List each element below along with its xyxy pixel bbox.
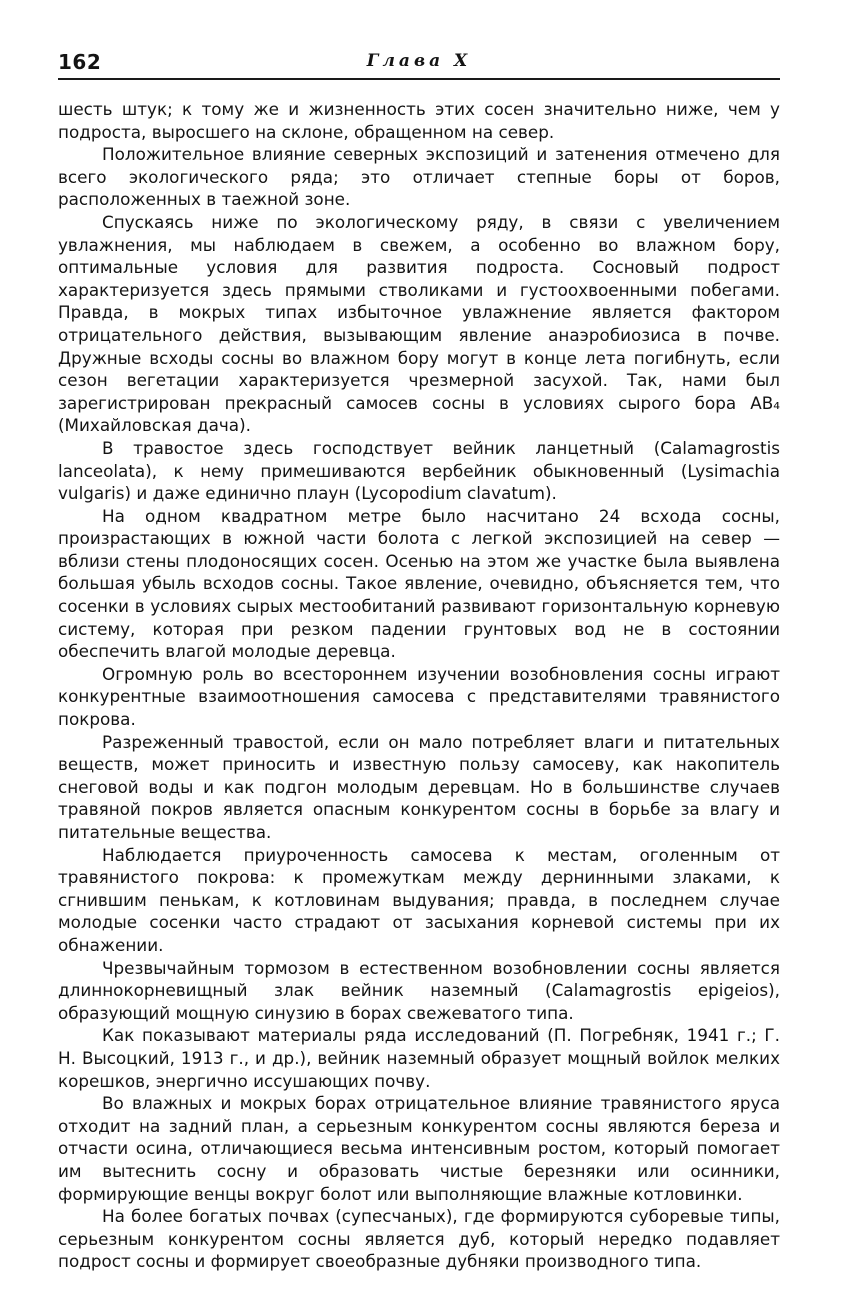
paragraph: Наблюдается приуроченность самосева к местам, оголенным от травянистого покрова: к промежуткам между дернинными злаками, к сгнившим пенькам, к котловинам выдувания; правда, в последнем случае молодые сосенки часто страдают от засыхания корневой системы при их обнажении. [58,844,780,955]
header-rule [58,78,780,80]
paragraph: На одном квадратном метре было насчитано 24 всхода сосны, произрастающих в южной части болота с легкой экспозицией на север — вблизи стены плодоносящих сосен. Осенью на этом же участке была выявлена большая убыль всходов сосны. Такое явление, очевидно, объясняется тем, что сосенки в условиях сырых местообитаний развивают горизонтальную корневую систему, которая при резком падении грунтовых вод не в состоянии обеспечить влагой молодые деревца. [58,505,780,662]
chapter-title: Глава X [366,51,472,71]
paragraph: Во влажных и мокрых борах отрицательное влияние травянистого яруса отходит на задний план, а серьезным конкурентом сосны являются береза и отчасти осина, отличающиеся весьма интенсивным ростом, который помогает им вытеснить сосну и образовать чистые березняки или осинники, формирующие венцы вокруг болот или выполняющие влажные котловинки. [58,1093,780,1204]
book-page [58,50,780,1273]
paragraph: На более богатых почвах (супесчаных), где формируются суборевые типы, серьезным конкурентом сосны является дуб, который нередко подавляет подрост сосны и формирует своеобразные дубняки производного типа. [58,1206,780,1272]
paragraph: В травостое здесь господствует вейник ланцетный (Calamagrostis lanceolata), к нему примешиваются вербейник обыкновенный (Lysimachia vulgaris) и даже единично плаун (Lycopodium clavatum). [58,437,780,504]
paragraph: Чрезвычайным тормозом в естественном возобновлении сосны является длиннокорневищный злак вейник наземный (Calamagrostis epigeios), образующий мощную синузию в борах свежеватого типа. [58,957,780,1023]
paragraph-continuation: шесть штук; к тому же и жизненность этих сосен значительно ниже, чем у подроста, выросшего на склоне, обращенном на север. [58,99,780,142]
paragraph: Огромную роль во всестороннем изучении возобновления сосны играют конкурентные взаимоотношения самосева с представителями травянистого покрова. [58,663,780,730]
paragraph: Положительное влияние северных экспозиций и затенения отмечено для всего экологического ряда; это отличает степные боры от боров, расположенных в таежной зоне. [58,144,780,210]
paragraph: Спускаясь ниже по экологическому ряду, в связи с увеличением увлажнения, мы наблюдаем в свежем, а особенно во влажном бору, оптимальные условия для развития подроста. Сосновый подрост характеризуется здесь прямыми стволиками и густоохвоенными побегами. Правда, в мокрых типах избыточное увлажнение является фактором отрицательного действия, вызывающим явление анаэробиозиса в почве. Дружные всходы сосны во влажном бору могут в конце лета погибнуть, если сезон вегетации характеризуется чрезмерной засухой. Так, нами был зарегистрирован прекрасный самосев сосны в условиях сырого бора АВ₄ (Михайловская дача). [58,211,780,436]
page-header [58,50,780,78]
paragraph: Разреженный травостой, если он мало потребляет влаги и питательных веществ, может приносить и известную пользу самосеву, как накопитель снеговой воды и как подгон молодым деревцам. Но в большинстве случаев травяной покров является опасным конкурентом сосны в борьбе за влагу и питательные вещества. [58,731,780,842]
body-text [58,98,780,1273]
page-number: 162 [58,50,102,74]
paragraph: Как показывают материалы ряда исследований (П. Погребняк, 1941 г.; Г. Н. Высоцкий, 1913 г., и др.), вейник наземный образует мощный войлок мелких корешков, энергично иссушающих почву. [58,1025,780,1091]
